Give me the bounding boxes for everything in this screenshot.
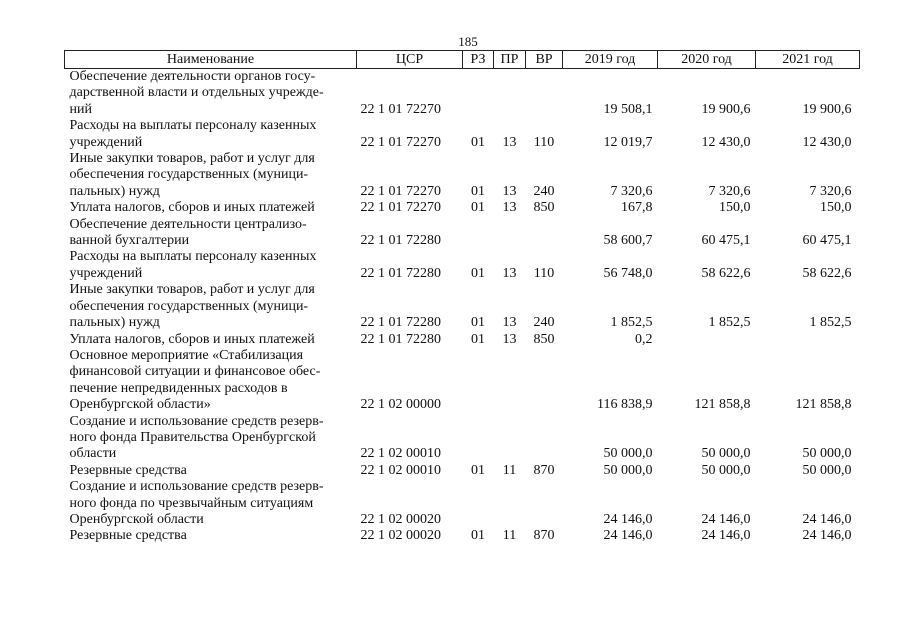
row-name [65,332,357,348]
row-csr: 22 1 02 00020 [360,511,441,527]
row-rz: 01 [471,315,485,331]
row-name-line: обеспечения государственных (муници- [69,167,309,183]
row-name-line: пальных) нужд [69,315,160,331]
budget-table [64,50,860,545]
row-value-2021: 12 430,0 [802,134,852,150]
row-csr: 22 1 01 72270 [360,183,441,199]
row-name-line: дарственной власти и отдельных учрежде- [69,85,324,101]
header-vr: ВР [526,51,563,69]
table-row [65,69,860,119]
row-name-line: Резервные средства [69,462,187,478]
row-value-2021: 60 475,1 [802,233,852,249]
row-vr: 110 [533,134,555,150]
table-row [65,332,860,348]
row-name [65,463,357,479]
row-value-2021: 7 320,6 [809,183,852,199]
row-value-2019: 167,8 [621,200,653,216]
row-value-2020: 1 852,5 [708,315,751,331]
row-vr [526,69,563,119]
row-pr: 13 [502,331,517,347]
row-value-2021: 24 146,0 [802,511,852,527]
row-name [65,282,357,331]
row-csr: 22 1 02 00020 [360,528,441,544]
row-value-2020: 24 146,0 [701,511,751,527]
row-value-2020: 24 146,0 [701,528,751,544]
table-row [65,528,860,544]
row-value-2019: 1 852,5 [610,315,653,331]
row-rz [463,217,494,250]
table-row [65,348,860,414]
row-name-line: ного фонда Правительства Оренбургской [69,429,316,445]
row-value-2021: 121 858,8 [795,397,852,413]
row-vr: 240 [533,315,555,331]
row-csr: 22 1 01 72280 [360,265,441,281]
row-value-2019: 7 320,6 [610,183,653,199]
row-value-2019: 50 000,0 [603,462,653,478]
row-rz: 01 [471,528,485,544]
row-vr [526,217,563,250]
row-csr: 22 1 02 00010 [360,446,441,462]
row-name-line: Обеспечение деятельности централизо- [69,216,307,232]
row-vr: 870 [533,528,555,544]
row-name-line: Резервные средства [69,528,187,544]
row-name-line: ванной бухгалтерии [69,233,190,249]
row-pr [494,414,526,463]
row-value-2021: 58 622,6 [802,265,852,281]
row-name-line: учреждений [69,134,143,150]
header-csr: ЦСР [357,51,463,69]
row-name-line: печение непредвиденных расходов в [69,380,288,396]
row-name [65,479,357,528]
row-csr: 22 1 01 72270 [360,200,441,216]
row-name-line: Иные закупки товаров, работ и услуг для [69,151,315,167]
row-name-line: Оренбургской области» [69,397,211,413]
table-row [65,151,860,200]
row-value-2020: 50 000,0 [701,462,751,478]
row-value-2021: 150,0 [820,200,852,216]
row-value-2020: 121 858,8 [694,397,751,413]
row-csr: 22 1 01 72270 [360,134,441,150]
row-value-2019: 0,2 [635,331,653,347]
row-value-2019: 116 838,9 [597,397,653,413]
row-name-line: Иные закупки товаров, работ и услуг для [69,282,315,298]
row-pr: 13 [502,265,517,281]
row-rz: 01 [471,200,485,216]
row-csr: 22 1 02 00000 [360,397,441,413]
row-name [65,249,357,282]
table-row [65,217,860,250]
row-pr: 13 [502,315,517,331]
row-name [65,118,357,151]
table-row [65,414,860,463]
table-row [65,249,860,282]
row-vr: 850 [533,331,555,347]
table-row [65,118,860,151]
header-2019: 2019 год [563,51,658,69]
row-value-2020: 60 475,1 [701,233,751,249]
row-value-2020 [658,332,756,348]
table-body [65,69,860,545]
row-name-line: области [69,446,117,462]
row-name [65,414,357,463]
row-value-2019: 56 748,0 [603,265,653,281]
row-name-line: пальных) нужд [69,183,160,199]
row-csr: 22 1 02 00010 [360,462,441,478]
header-2021: 2021 год [756,51,860,69]
row-value-2020: 50 000,0 [701,446,751,462]
row-value-2019: 19 508,1 [603,101,653,117]
row-csr: 22 1 01 72280 [360,233,441,249]
row-rz: 01 [471,183,485,199]
row-vr: 110 [533,265,555,281]
table-header [65,51,860,69]
header-rz: РЗ [463,51,494,69]
row-value-2019: 50 000,0 [603,446,653,462]
row-pr: 11 [502,528,517,544]
row-csr: 22 1 01 72270 [360,101,441,117]
page-number: 185 [458,34,478,49]
row-rz: 01 [471,331,485,347]
row-name-line: Основное мероприятие «Стабилизация [69,347,304,363]
row-value-2021 [756,332,860,348]
row-vr [526,479,563,528]
row-value-2020: 19 900,6 [701,101,751,117]
table-row [65,200,860,216]
row-value-2021: 50 000,0 [802,446,852,462]
row-value-2021: 19 900,6 [802,101,852,117]
header-pr: ПР [494,51,526,69]
row-name-line: Уплата налогов, сборов и иных платежей [69,200,315,216]
row-name-line: Расходы на выплаты персоналу казенных [69,118,317,134]
row-pr: 13 [502,183,517,199]
row-rz: 01 [471,462,485,478]
row-value-2021: 1 852,5 [809,315,852,331]
table-row [65,479,860,528]
row-pr [494,479,526,528]
row-vr: 870 [533,462,555,478]
row-vr: 850 [533,200,555,216]
row-value-2019: 58 600,7 [603,233,653,249]
row-pr: 11 [502,462,517,478]
row-value-2021: 50 000,0 [802,462,852,478]
row-name-line: учреждений [69,265,143,281]
row-name-line: ного фонда по чрезвычайным ситуациям [69,495,314,511]
row-name-line: Обеспечение деятельности органов госу- [69,69,316,84]
row-name-line: Уплата налогов, сборов и иных платежей [69,331,315,347]
row-pr [494,69,526,119]
row-name-line: ний [69,101,92,117]
row-value-2019: 24 146,0 [603,511,653,527]
row-value-2020: 12 430,0 [701,134,751,150]
row-pr [494,348,526,414]
header-name: Наименование [65,51,357,69]
row-name [65,151,357,200]
table-row [65,463,860,479]
row-name-line: Расходы на выплаты персоналу казенных [69,249,317,265]
row-csr: 22 1 01 72280 [360,315,441,331]
row-name [65,69,357,119]
row-pr: 13 [502,134,517,150]
row-name-line: обеспечения государственных (муници- [69,298,309,314]
row-rz [463,69,494,119]
row-name [65,200,357,216]
row-name [65,348,357,414]
row-value-2021: 24 146,0 [802,528,852,544]
row-value-2020: 58 622,6 [701,265,751,281]
row-value-2020: 7 320,6 [708,183,751,199]
row-rz [463,348,494,414]
row-rz: 01 [471,134,485,150]
row-rz [463,414,494,463]
row-name [65,528,357,544]
header-2020: 2020 год [658,51,756,69]
row-name-line: Создание и использование средств резерв- [69,413,324,429]
row-value-2020: 150,0 [719,200,751,216]
row-pr [494,217,526,250]
row-value-2019: 12 019,7 [603,134,653,150]
row-vr [526,348,563,414]
row-name [65,217,357,250]
row-rz [463,479,494,528]
row-rz: 01 [471,265,485,281]
row-name-line: Создание и использование средств резерв- [69,479,324,495]
row-name-line: Оренбургской области [69,511,204,527]
row-pr: 13 [502,200,517,216]
row-vr: 240 [533,183,555,199]
row-value-2019: 24 146,0 [603,528,653,544]
row-name-line: финансовой ситуации и финансовое обес- [69,364,321,380]
table-row [65,282,860,331]
row-vr [526,414,563,463]
row-csr: 22 1 01 72280 [360,331,441,347]
